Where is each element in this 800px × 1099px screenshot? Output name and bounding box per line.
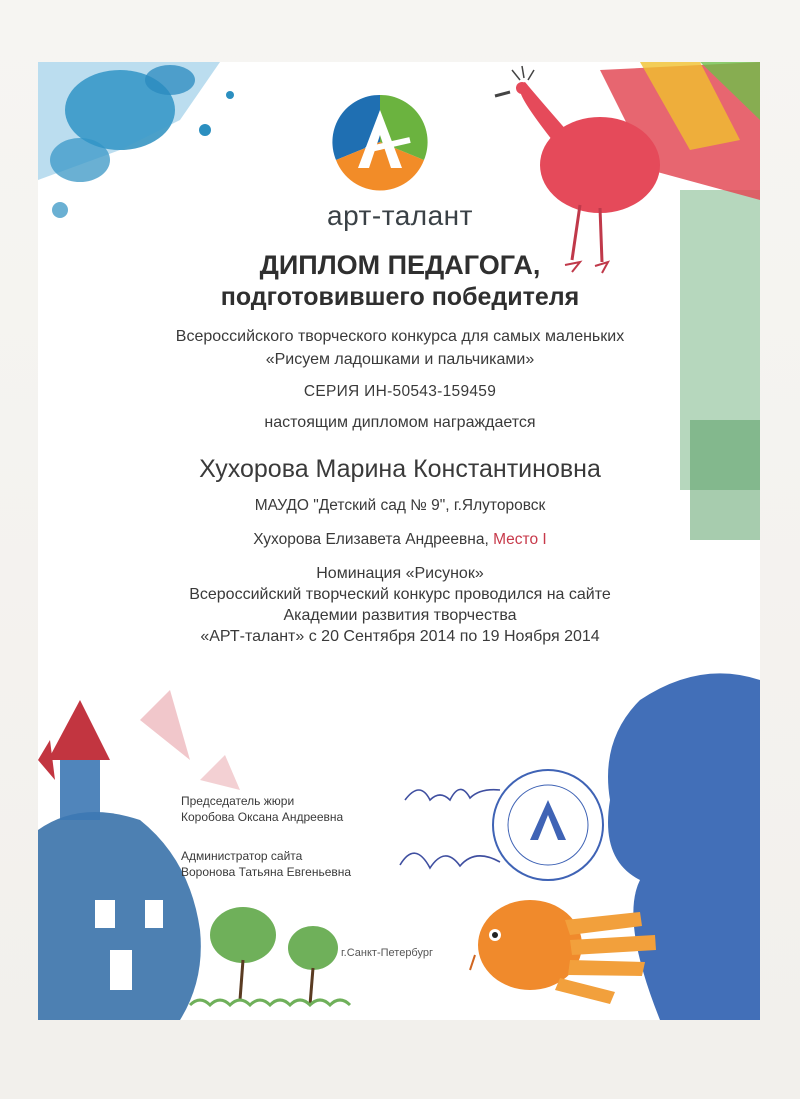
- contest-details-line2: Академии развития творчества: [283, 607, 517, 624]
- recipient-name: Хухорова Марина Константиновна: [199, 455, 601, 483]
- site-admin-block: [181, 848, 351, 880]
- jury-chair-block: [181, 793, 343, 825]
- contest-name-line1: Всероссийского творческого конкурса для самых маленьких: [175, 328, 625, 345]
- award-text: настоящим дипломом награждается: [264, 414, 536, 431]
- contest-details-line1: Всероссийский творческий конкурс проводился на сайте: [189, 586, 611, 603]
- place-award: Место I: [493, 531, 547, 548]
- diploma-title: ДИПЛОМ ПЕДАГОГА,: [259, 250, 541, 280]
- contest-name-line2: «Рисуем ладошками и пальчиками»: [265, 351, 535, 368]
- jury-chair-name: Коробова Оксана Андреевна: [181, 810, 344, 824]
- student-name: Хухорова Елизавета Андреевна,: [253, 531, 489, 548]
- contest-details-line3: «АРТ-талант» с 20 Сентября 2014 по 19 Ноября 2014: [200, 628, 600, 645]
- institution: МАУДО "Детский сад № 9", г.Ялуторовск: [254, 497, 546, 514]
- series-number: СЕРИЯ ИН-50543-159459: [303, 383, 497, 400]
- diploma-subtitle: подготовившего победителя: [220, 283, 580, 311]
- logo-text: арт-талант: [327, 200, 473, 231]
- nomination: Номинация «Рисунок»: [316, 565, 484, 582]
- student-line: [0, 531, 800, 549]
- jury-chair-role: Председатель жюри: [181, 794, 295, 808]
- art-talant-logo-icon: [328, 90, 432, 194]
- site-admin-name: Воронова Татьяна Евгеньевна: [181, 865, 352, 879]
- city-label: г.Санкт-Петербург: [341, 947, 433, 959]
- site-admin-role: Администратор сайта: [181, 849, 303, 863]
